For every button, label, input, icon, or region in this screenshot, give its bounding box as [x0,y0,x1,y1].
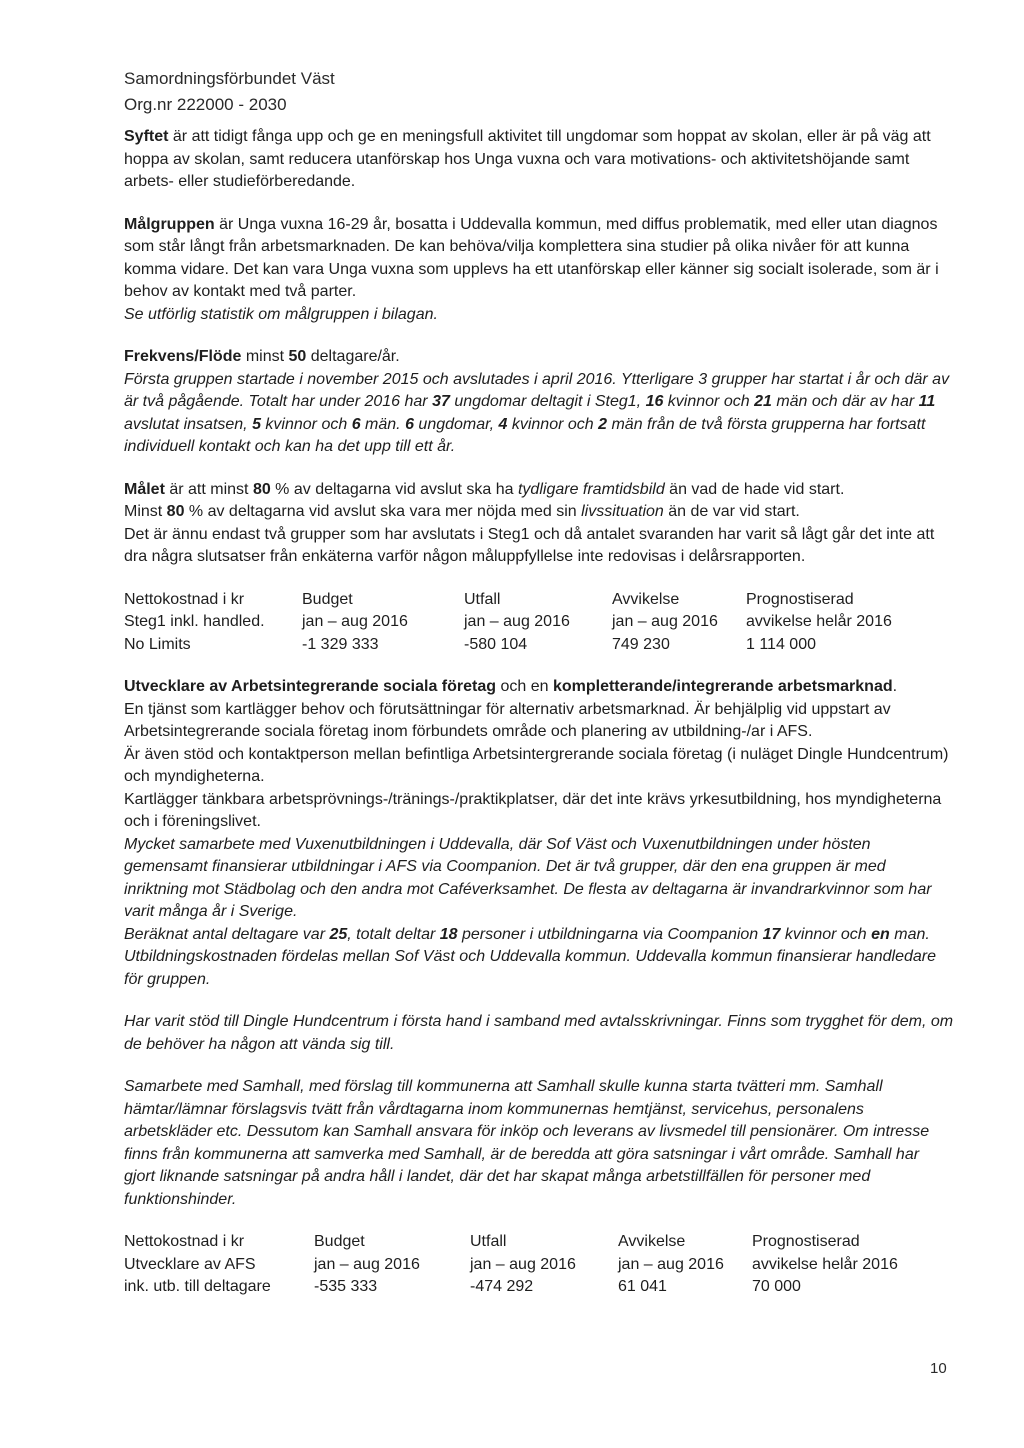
table-cell: jan – aug 2016 [470,1255,576,1273]
table-cell: jan – aug 2016 [612,613,718,630]
table-cell: Prognostiserad [752,1233,860,1250]
syftet-paragraph: Syftet är att tidigt fånga upp och ge en meningsfull aktivitet till ungdomar som hoppat av skolan, eller är på väg att hoppa av skolan, samt reducera utanförskap hos Unga vuxna och vara motivations- och aktivitetshöjande samt arbets- eller studieförberedande. [124,128,931,190]
frekvens-paragraph: Frekvens/Flöde minst 50 deltagare/år. [124,348,400,365]
malet-lead: Målet [124,480,165,498]
page-number: 10 [930,1360,947,1377]
org-name: Samordningsförbundet Väst [124,69,335,88]
document-page [124,66,954,1299]
syftet-lead: Syftet [124,128,169,145]
table-cell: jan – aug 2016 [618,1255,724,1273]
malgruppen-paragraph: Målgruppen är Unga vuxna 16-29 år, bosatta i Uddevalla kommun, med diffus problematik, med eller utan diagnos som står långt från arbetsmarknaden. De kan behöva/vilja komplettera sina studier på olika nivåer för att kunna komma vidare. Det kan vara Unga vuxna som upplevs ha ett utanförskap eller känner sig socialt isolerade, som är i behov av kontakt med två parter. [124,215,939,300]
table-cell: Budget [302,590,353,608]
utvecklare-i3: Utbildningskostnaden fördelas mellan Sof Väst och Uddevalla kommun. Uddevalla kommun finansierar handledare för gruppen. [124,948,937,988]
table-cell: Nettokostnad i kr [124,1233,245,1250]
table-cell: jan – aug 2016 [464,613,570,630]
table-cell: 61 041 [618,1278,667,1295]
utvecklare-i1: Mycket samarbete med Vuxenutbildningen i Uddevalla, där Sof Väst och Vuxenutbildningen under hösten gemensamt finansierar utbildningar i AFS via Coompanion. Det är två grupper, där den ena gruppen är med inriktning mot Städbolag och den andra mot Caféverksamhet. De flesta av deltagarna är invandrarkvinnor som har varit många år i Sverige. [124,835,932,920]
table-cell: Utfall [470,1233,507,1250]
malet-line-2: Minst 80 % av deltagarna vid avslut ska vara mer nöjda med sin livssituation än de var vid start. [124,503,800,520]
utvecklare-i2: Beräknat antal deltagare var 25, totalt deltar 18 personer i utbildningarna via Coompanion 17 kvinnor och en man. [124,925,930,943]
frekvens-details: Första gruppen startade i november 2015 och avslutades i april 2016. Ytterligare 3 grupper har startat i år och där av är två pågående. Totalt har under 2016 har 37 ungdomar deltagit i Steg1, 16 kvinnor och 21 män och där av har 11 avslutat insatsen, 5 kvinnor och 6 män. 6 ungdomar, 4 kvinnor och 2 män från de två första grupperna har fortsatt individuell kontakt och kan ha det upp till ett år. [124,370,950,455]
utvecklare-p3: Kartlägger tänkbara arbetsprövnings-/tränings-/praktikplatser, där det inte krävs yrkesutbildning, hos myndigheterna och i föreningslivet. [124,790,942,830]
table-cell: avvikelse helår 2016 [746,613,892,630]
cost-table-steg1 [124,589,954,657]
table-cell: Avvikelse [618,1233,686,1250]
table-cell: -1 329 333 [302,635,379,653]
utvecklare-i5: Samarbete med Samhall, med förslag till kommunerna att Samhall skulle kunna starta tvätteri mm. Samhall hämtar/lämnar förslagsvis tvätt från vårdtagarna inom kommunernas hemtjänst, servicehus, personalens arbetskläder etc. Dessutom kan Samhall ansvara för inköp och leverans av livsmedel till pensionärer. Om intresse finns från kommunerna att samverka med Samhall, är de beredda att göra satsningar i vårt område. Samhall har gjort liknande satsningar på andra håll i landet, där det har skapat många arbetstillfällen för personer med funktionshinder. [124,1078,930,1208]
table-cell: -580 104 [464,635,528,653]
malet-line-3: Det är ännu endast två grupper som har avslutats i Steg1 och då antalet svaranden har varit så lågt går det inte att dra några slutsatser från enkäterna varför någon måluppfyllelse inte redovisas i delårsrapporten. [124,525,935,565]
malgruppen-note: Se utförlig statistik om målgruppen i bilagan. [124,305,438,323]
cost-table-afs [124,1231,954,1299]
table-cell: Budget [314,1233,365,1250]
utvecklare-i4: Har varit stöd till Dingle Hundcentrum i första hand i samband med avtalsskrivningar. Finns som trygghet för dem, om de behöver ha någon att vända sig till. [124,1013,954,1053]
malgruppen-lead: Målgruppen [124,215,215,233]
malet-paragraph: Målet är att minst 80 % av deltagarna vid avslut ska ha tydligare framtidsbild än vad de hade vid start. [124,480,845,498]
table-cell: Prognostiserad [746,590,854,608]
table-cell: ink. utb. till deltagare [124,1278,271,1295]
utvecklare-heading: Utvecklare av Arbetsintegrerande sociala företag och en kompletterande/integrerande arbetsmarknad. [124,678,898,695]
table-cell: No Limits [124,635,191,653]
frekvens-lead: Frekvens/Flöde [124,348,242,365]
table-cell: 70 000 [752,1278,801,1295]
table-cell: Utfall [464,590,501,608]
table-cell: jan – aug 2016 [302,613,408,630]
table-cell: -474 292 [470,1278,534,1295]
table-cell: Avvikelse [612,590,680,608]
table-cell: Steg1 inkl. handled. [124,613,265,630]
utvecklare-p1: En tjänst som kartlägger behov och förutsättningar för alternativ arbetsmarknad. Är behjälplig vid uppstart av Arbetsintegrerande sociala företag inom förbundets område och planering av utbildning-/ar i AFS. [124,700,891,740]
table-cell: 1 114 000 [746,635,816,653]
utvecklare-p2: Är även stöd och kontaktperson mellan befintliga Arbetsintergrerande sociala företag (i nuläget Dingle Hundcentrum) och myndigheterna. [124,745,949,785]
table-cell: avvikelse helår 2016 [752,1255,898,1273]
table-cell: -535 333 [314,1278,378,1295]
org-number: Org.nr 222000 - 2030 [124,95,287,114]
table-cell: Utvecklare av AFS [124,1255,256,1273]
table-cell: jan – aug 2016 [314,1255,420,1273]
table-cell: Nettokostnad i kr [124,590,245,608]
table-cell: 749 230 [612,635,670,653]
